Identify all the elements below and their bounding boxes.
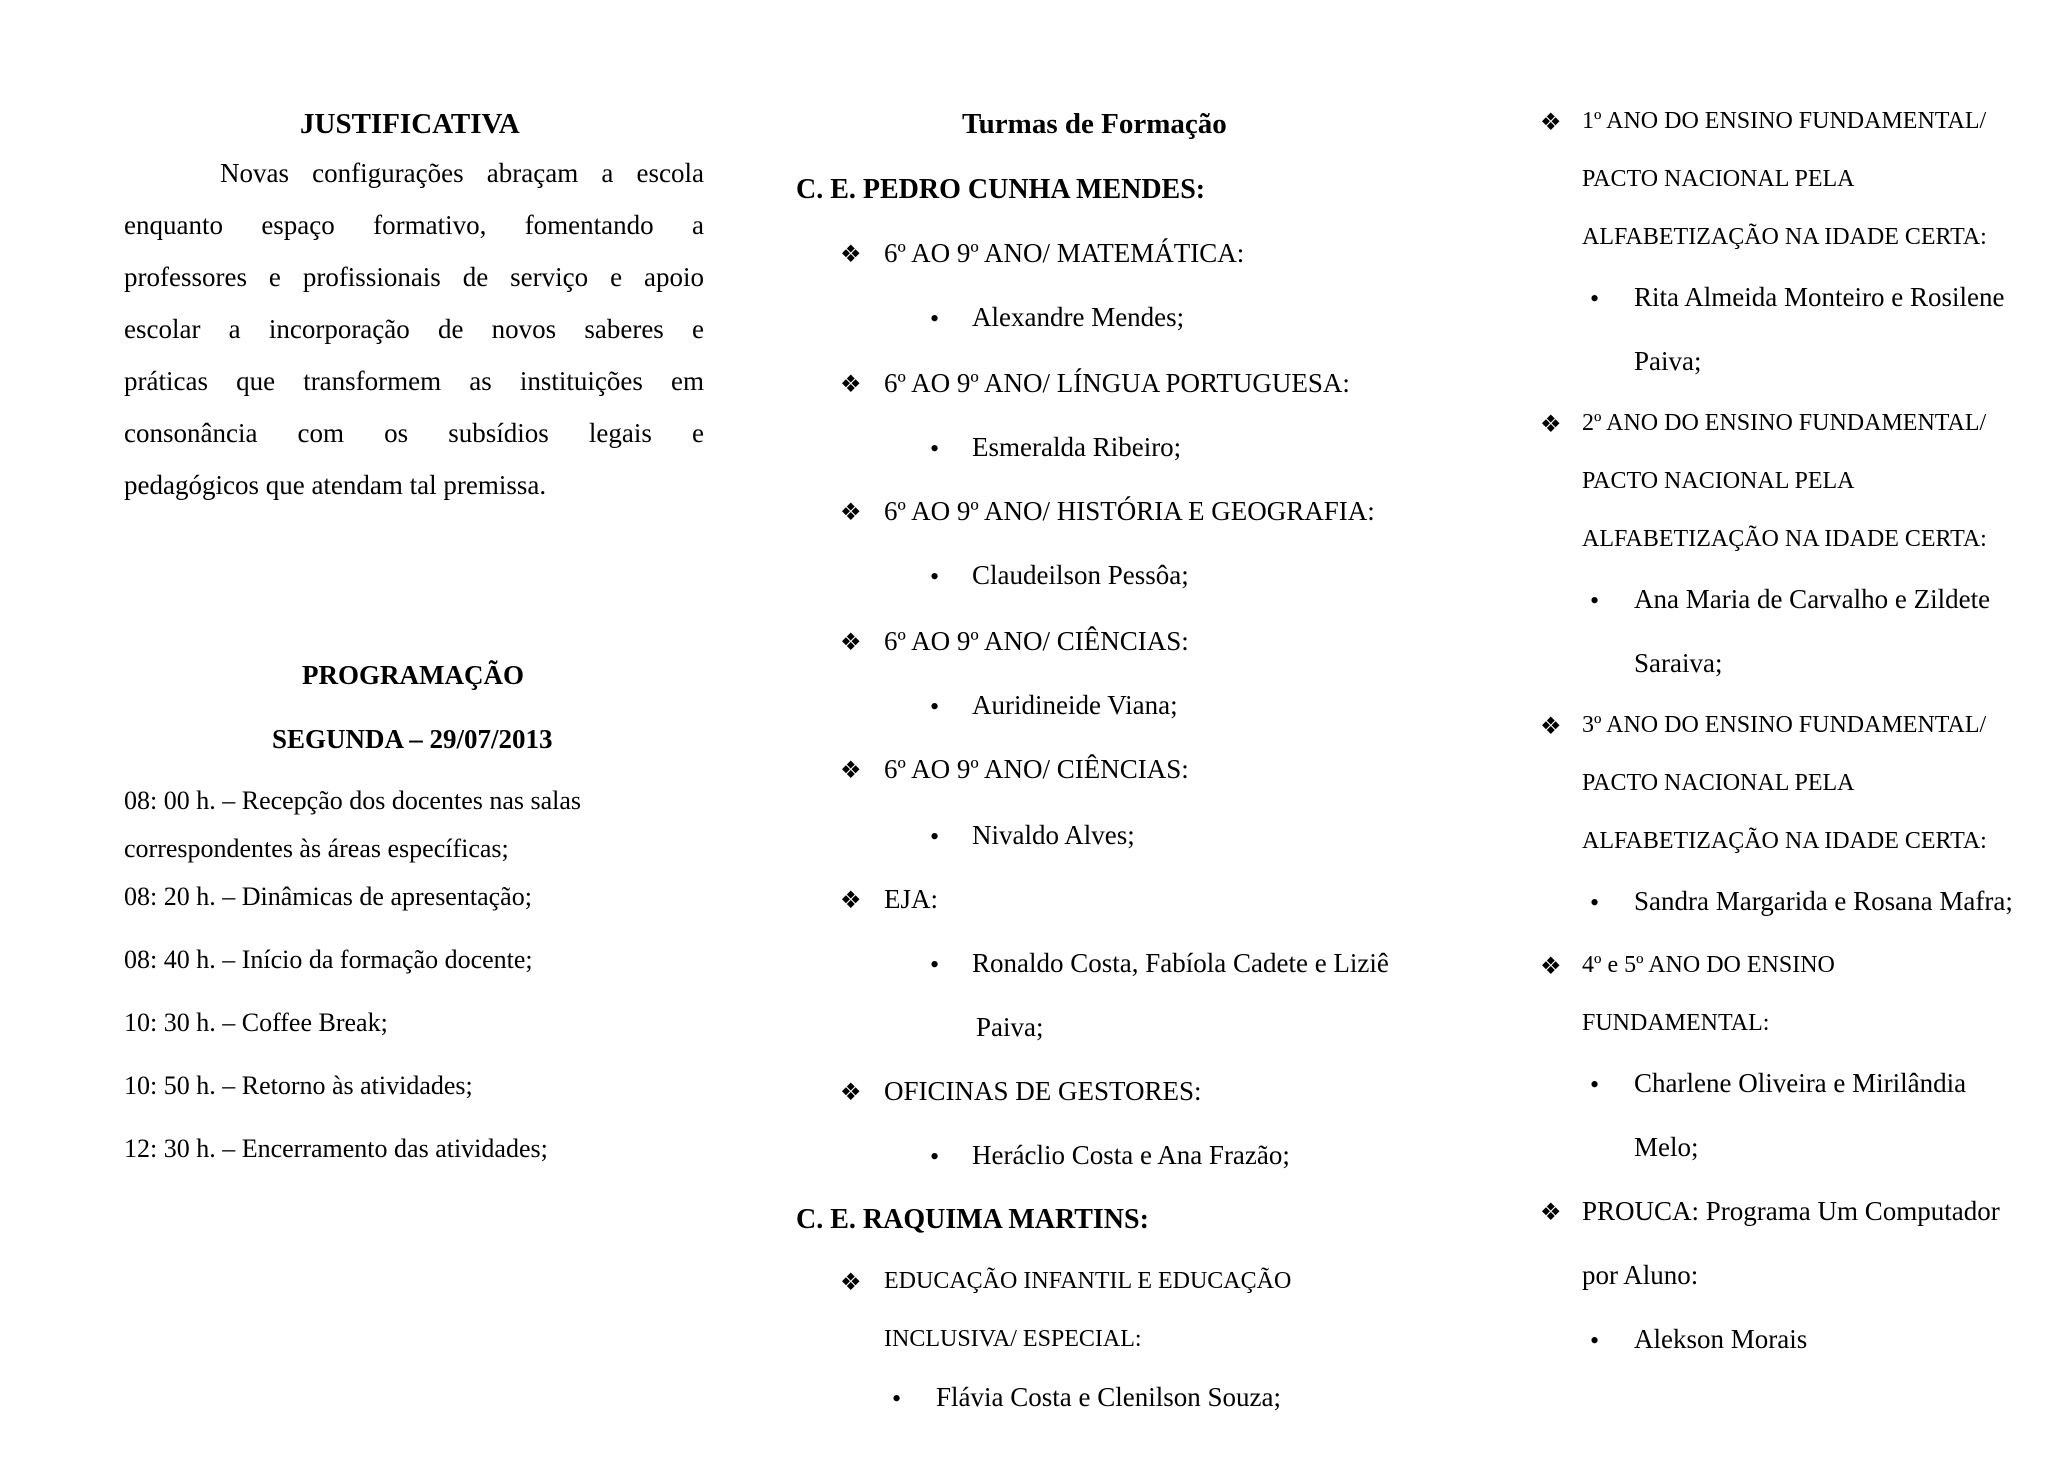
- turmas-title: Turmas de Formação: [962, 108, 1227, 140]
- diamond-bullet-icon: ❖: [840, 500, 862, 526]
- group-name: Nivaldo Alves;: [972, 820, 1135, 850]
- group-label: INCLUSIVA/ ESPECIAL:: [884, 1326, 1142, 1352]
- group-label: ALFABETIZAÇÃO NA IDADE CERTA:: [1582, 224, 1987, 250]
- group-name: Ana Maria de Carvalho e Zildete: [1634, 584, 1991, 614]
- bullet-icon: •: [1590, 284, 1600, 313]
- schedule-item: 10: 50 h. – Retorno às atividades;: [124, 1071, 473, 1100]
- bullet-icon: •: [930, 1142, 940, 1171]
- diamond-bullet-icon: ❖: [840, 758, 862, 784]
- group-label: EJA:: [884, 884, 938, 914]
- diamond-bullet-icon: ❖: [1540, 1200, 1562, 1226]
- group-name: Rita Almeida Monteiro e Rosilene: [1634, 282, 2005, 312]
- schedule-item: 08: 00 h. – Recepção dos docentes nas salas: [124, 786, 582, 815]
- schedule-item: 12: 30 h. – Encerramento das atividades;: [124, 1134, 548, 1163]
- group-label: PACTO NACIONAL PELA: [1582, 468, 1855, 494]
- group-label: FUNDAMENTAL:: [1582, 1010, 1770, 1036]
- group-label: 6º AO 9º ANO/ HISTÓRIA E GEOGRAFIA:: [884, 496, 1375, 526]
- justificativa-line: enquanto espaço formativo, fomentando a: [124, 210, 704, 240]
- group-label: 6º AO 9º ANO/ LÍNGUA PORTUGUESA:: [884, 368, 1350, 398]
- diamond-bullet-icon: ❖: [840, 630, 862, 656]
- group-label: 6º AO 9º ANO/ CIÊNCIAS:: [884, 754, 1189, 784]
- diamond-bullet-icon: ❖: [840, 242, 862, 268]
- group-label: EDUCAÇÃO INFANTIL E EDUCAÇÃO: [884, 1268, 1292, 1294]
- diamond-bullet-icon: ❖: [1540, 954, 1562, 980]
- justificativa-line: práticas que transformem as instituições em: [124, 366, 704, 396]
- group-name: Claudeilson Pessôa;: [972, 560, 1189, 590]
- justificativa-line: escolar a incorporação de novos saberes e: [124, 314, 704, 344]
- group-name: Alexandre Mendes;: [972, 302, 1185, 332]
- group-label: 6º AO 9º ANO/ CIÊNCIAS:: [884, 626, 1189, 656]
- school-title: C. E. RAQUIMA MARTINS:: [796, 1204, 1149, 1235]
- group-name: Auridineide Viana;: [972, 690, 1178, 720]
- bullet-icon: •: [930, 822, 940, 851]
- group-name: Flávia Costa e Clenilson Souza;: [936, 1382, 1281, 1412]
- justificativa-line: Novas configurações abraçam a escola: [220, 158, 704, 188]
- group-label: PACTO NACIONAL PELA: [1582, 770, 1855, 796]
- group-name: Saraiva;: [1634, 648, 1723, 678]
- group-label: ALFABETIZAÇÃO NA IDADE CERTA:: [1582, 526, 1987, 552]
- bullet-icon: •: [1590, 1070, 1600, 1099]
- group-name: Melo;: [1634, 1132, 1699, 1162]
- diamond-bullet-icon: ❖: [1540, 412, 1562, 438]
- schedule-item: 08: 40 h. – Início da formação docente;: [124, 945, 533, 974]
- justificativa-line: pedagógicos que atendam tal premissa.: [124, 470, 547, 500]
- bullet-icon: •: [930, 950, 940, 979]
- group-label: PACTO NACIONAL PELA: [1582, 166, 1855, 192]
- group-name: Esmeralda Ribeiro;: [972, 432, 1182, 462]
- bullet-icon: •: [930, 304, 940, 333]
- group-name: Paiva;: [1634, 346, 1702, 376]
- schedule-item: correspondentes às áreas específicas;: [124, 834, 509, 863]
- group-name: Heráclio Costa e Ana Frazão;: [972, 1140, 1290, 1170]
- bullet-icon: •: [1590, 586, 1600, 615]
- group-label: 4º e 5º ANO DO ENSINO: [1582, 952, 1835, 978]
- schedule-item: 08: 20 h. – Dinâmicas de apresentação;: [124, 882, 532, 911]
- diamond-bullet-icon: ❖: [840, 1080, 862, 1106]
- diamond-bullet-icon: ❖: [840, 372, 862, 398]
- justificativa-line: consonância com os subsídios legais e: [124, 418, 704, 448]
- group-name: Sandra Margarida e Rosana Mafra;: [1634, 886, 2013, 916]
- group-label: 1º ANO DO ENSINO FUNDAMENTAL/: [1582, 108, 1987, 134]
- group-name: Ronaldo Costa, Fabíola Cadete e Liziê: [972, 948, 1389, 978]
- group-label: por Aluno:: [1582, 1260, 1699, 1290]
- diamond-bullet-icon: ❖: [1540, 110, 1562, 136]
- group-label: PROUCA: Programa Um Computador: [1582, 1196, 2000, 1226]
- group-label: 3º ANO DO ENSINO FUNDAMENTAL/: [1582, 712, 1987, 738]
- bullet-icon: •: [1590, 888, 1600, 917]
- group-label: 6º AO 9º ANO/ MATEMÁTICA:: [884, 238, 1245, 268]
- bullet-icon: •: [930, 434, 940, 463]
- schedule-item: 10: 30 h. – Coffee Break;: [124, 1008, 388, 1037]
- bullet-icon: •: [892, 1384, 902, 1413]
- diamond-bullet-icon: ❖: [1540, 714, 1562, 740]
- group-name: Paiva;: [976, 1012, 1044, 1042]
- justificativa-title: JUSTIFICATIVA: [300, 108, 520, 140]
- justificativa-line: professores e profissionais de serviço e apoio: [124, 262, 704, 292]
- diamond-bullet-icon: ❖: [840, 888, 862, 914]
- programacao-day: SEGUNDA – 29/07/2013: [272, 724, 553, 754]
- bullet-icon: •: [1590, 1326, 1600, 1355]
- group-label: ALFABETIZAÇÃO NA IDADE CERTA:: [1582, 828, 1987, 854]
- group-label: OFICINAS DE GESTORES:: [884, 1076, 1202, 1106]
- school-title: C. E. PEDRO CUNHA MENDES:: [796, 174, 1206, 205]
- programacao-title: PROGRAMAÇÃO: [302, 660, 524, 690]
- bullet-icon: •: [930, 692, 940, 721]
- bullet-icon: •: [930, 562, 940, 591]
- diamond-bullet-icon: ❖: [840, 1270, 862, 1296]
- group-name: Charlene Oliveira e Mirilândia: [1634, 1068, 1967, 1098]
- group-label: 2º ANO DO ENSINO FUNDAMENTAL/: [1582, 410, 1987, 436]
- group-name: Alekson Morais: [1634, 1324, 1808, 1354]
